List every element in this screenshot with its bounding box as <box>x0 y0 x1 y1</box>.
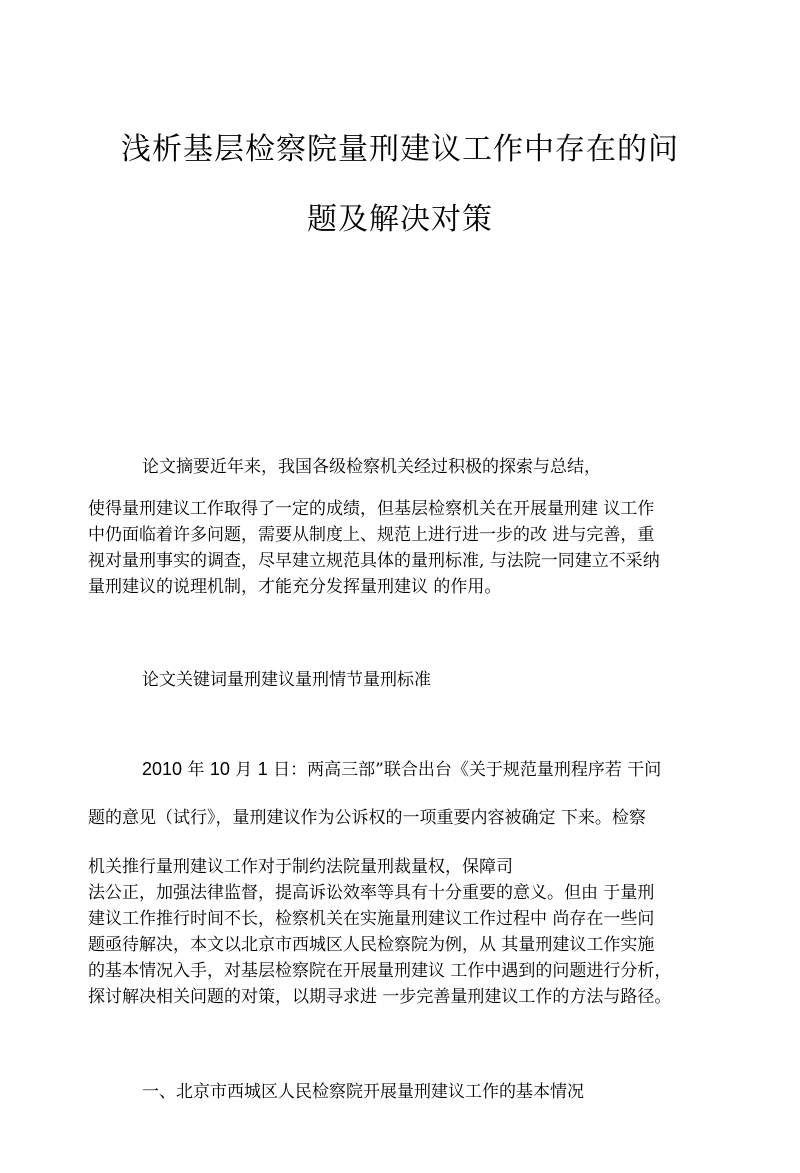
abstract-line: 量刑建议的说理机制，才能充分发挥量刑建议 的作用。 <box>88 577 502 597</box>
intro-text: 年 <box>182 760 210 780</box>
intro-line <box>142 757 718 782</box>
intro-line: 题亟待解决，本文以北京市西城区人民检察院为例，从 其量刑建议工作实施 <box>88 935 655 955</box>
document-title-line-1: 浅析基层检察院量刑建议工作中存在的问 <box>121 132 679 167</box>
intro-month: 10 <box>209 759 230 779</box>
intro-line: 机关推行量刑建议工作对于制约法院量刑裁量权，保障司 <box>88 857 513 877</box>
intro-day: 1 <box>257 759 268 779</box>
document-title-line-2: 题及解决对策 <box>307 202 493 237</box>
intro-line: 的基本情况入手，对基层检察院在开展量刑建议 工作中遇到的问题进行分析， <box>88 961 672 981</box>
abstract-line: 使得量刑建议工作取得了一定的成绩，但基层检察机关在开展量刑建 议工作 <box>88 499 655 519</box>
section-heading: 一、北京市西城区人民检察院开展量刑建议工作的基本情况 <box>142 1082 584 1102</box>
intro-year: 2010 <box>142 759 183 779</box>
intro-text: 月 <box>229 760 258 780</box>
intro-text: 日：两高三部”联合出台《关于规范量刑程序若 干问 <box>267 760 662 780</box>
abstract-line: 论文摘要近年来，我国各级检察机关经过积极的探索与总结， <box>142 457 601 477</box>
abstract-line: 视对量刑事实的调查，尽早建立规范具体的量刑标准, 与法院一同建立不采纳 <box>88 551 660 571</box>
intro-line: 建议工作推行时间不长，检察机关在实施量刑建议工作过程中 尚存在一些问 <box>88 909 655 929</box>
abstract-line: 中仍面临着许多问题，需要从制度上、规范上进行进一步的改 进与完善，重 <box>88 525 655 545</box>
keywords-line: 论文关键词量刑建议量刑情节量刑标准 <box>142 670 431 690</box>
intro-line: 法公正，加强法律监督，提高诉讼效率等具有十分重要的意义。但由 于量刑 <box>88 883 655 903</box>
intro-line: 探讨解决相关问题的对策，以期寻求进 一步完善量刑建议工作的方法与路径。 <box>88 987 672 1007</box>
intro-line: 题的意见（试行》，量刑建议作为公诉权的一项重要内容被确定 下来。检察 <box>88 808 646 828</box>
